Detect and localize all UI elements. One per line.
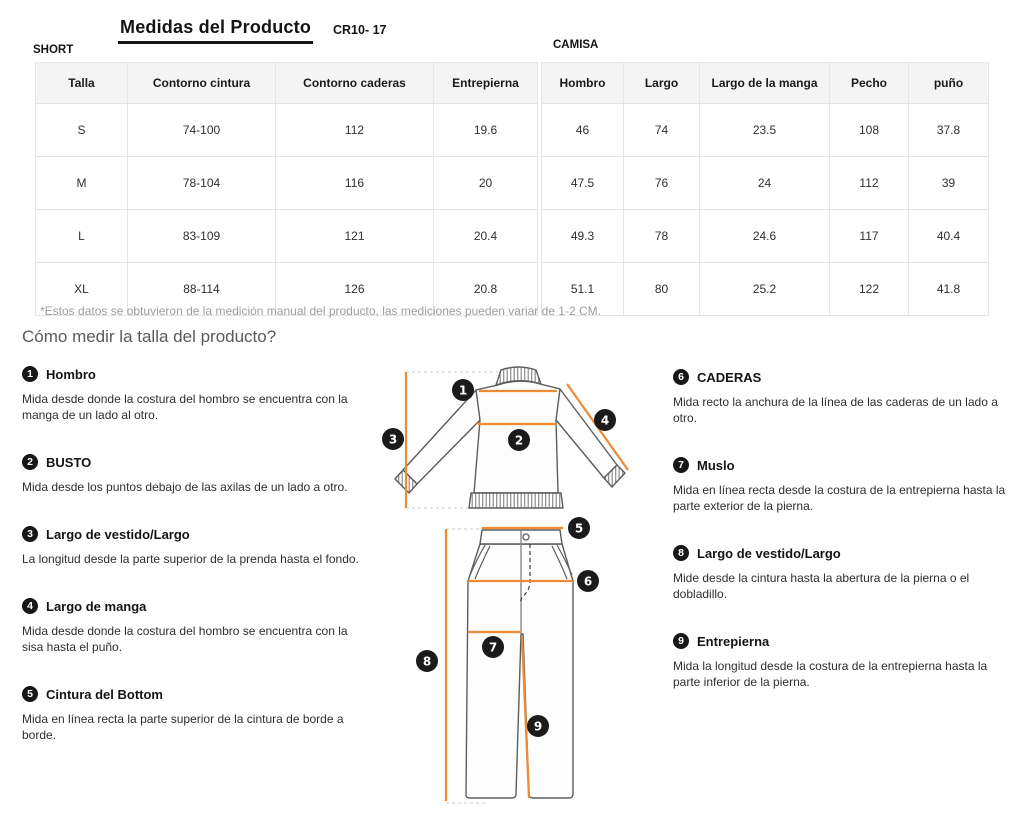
step-number-badge: 7: [673, 457, 689, 473]
column-header: Pecho: [830, 63, 909, 104]
instruction-item: [673, 633, 1015, 690]
instruction-title: BUSTO: [46, 454, 92, 470]
column-header: Entrepierna: [434, 63, 538, 104]
instruction-item: [22, 526, 370, 567]
cell: XL: [36, 263, 128, 316]
table-row: [542, 157, 989, 210]
svg-text:5: 5: [574, 521, 584, 536]
cell: 108: [830, 104, 909, 157]
instruction-description: Mida en línea recta la parte superior de la cintura de borde a borde.: [22, 712, 344, 742]
pants-button: [523, 534, 529, 540]
step-number-badge: 3: [22, 526, 38, 542]
product-code: CR10- 17: [333, 23, 387, 37]
column-header: Contorno caderas: [276, 63, 434, 104]
cell: M: [36, 157, 128, 210]
instruction-description: Mida recto la anchura de la línea de las caderas de un lado a otro.: [673, 395, 998, 425]
cell: 88-114: [128, 263, 276, 316]
table-row: [36, 104, 538, 157]
step-number-badge: 2: [22, 454, 38, 470]
instruction-title: Hombro: [46, 366, 96, 382]
instruction-title: Entrepierna: [697, 633, 770, 649]
svg-text:1: 1: [458, 383, 468, 398]
instruction-title: Muslo: [697, 457, 735, 473]
cell: 24: [700, 157, 830, 210]
instruction-item: [22, 366, 370, 423]
cell: S: [36, 104, 128, 157]
cell: 112: [276, 104, 434, 157]
short-size-table: [35, 62, 538, 316]
cell: 40.4: [909, 210, 989, 263]
cell: 80: [624, 263, 700, 316]
cell: 74: [624, 104, 700, 157]
cell: 20.8: [434, 263, 538, 316]
instruction-item: [22, 686, 370, 743]
marker-2: [508, 429, 530, 451]
measurement-disclaimer: *Estos datos se obtuvieron de la medición manual del producto, las mediciones pueden variar de 1-2 CM.: [40, 304, 601, 318]
cell: 47.5: [542, 157, 624, 210]
svg-text:8: 8: [422, 654, 432, 669]
column-header: Largo: [624, 63, 700, 104]
column-header: Contorno cintura: [128, 63, 276, 104]
instruction-item: [22, 454, 370, 495]
step-number-badge: 5: [22, 686, 38, 702]
instruction-title: CADERAS: [697, 369, 762, 385]
cell: 46: [542, 104, 624, 157]
camisa-table-label: CAMISA: [553, 39, 599, 51]
marker-3: [382, 428, 404, 450]
svg-text:9: 9: [533, 719, 543, 734]
step-number-badge: 4: [22, 598, 38, 614]
cell: 20.4: [434, 210, 538, 263]
instruction-item: [673, 545, 1015, 602]
cell: 122: [830, 263, 909, 316]
column-header: puño: [909, 63, 989, 104]
svg-text:7: 7: [488, 640, 498, 655]
cell: L: [36, 210, 128, 263]
instruction-title: Largo de vestido/Largo: [46, 526, 190, 542]
instruction-description: Mida desde donde la costura del hombro se encuentra con la sisa hasta el puño.: [22, 624, 348, 654]
cell: 74-100: [128, 104, 276, 157]
column-header: Talla: [36, 63, 128, 104]
cell: 20: [434, 157, 538, 210]
page-title: Medidas del Producto: [118, 17, 313, 44]
cell: 51.1: [542, 263, 624, 316]
table-row: [36, 157, 538, 210]
instruction-description: Mide desde la cintura hasta la abertura de la pierna o el dobladillo.: [673, 571, 970, 601]
svg-text:3: 3: [388, 432, 398, 447]
svg-text:6: 6: [583, 574, 593, 589]
instruction-title: Largo de vestido/Largo: [697, 545, 841, 561]
step-number-badge: 9: [673, 633, 689, 649]
cell: 19.6: [434, 104, 538, 157]
instruction-title: Largo de manga: [46, 598, 147, 614]
marker-9: [527, 715, 549, 737]
marker-7: [482, 636, 504, 658]
short-table-label: SHORT: [33, 44, 74, 56]
cell: 126: [276, 263, 434, 316]
camisa-size-table: [541, 62, 989, 316]
table-row: [36, 210, 538, 263]
table-row: [542, 104, 989, 157]
column-header: Largo de la manga: [700, 63, 830, 104]
instructions-left-column: [22, 366, 370, 774]
cell: 121: [276, 210, 434, 263]
svg-text:2: 2: [514, 433, 524, 448]
instruction-item: [673, 369, 1015, 426]
table-header-row: [542, 63, 989, 104]
instruction-description: Mida en línea recta desde la costura de la entrepierna hasta la parte exterior de la pierna.: [673, 483, 1006, 513]
marker-1: [452, 379, 474, 401]
cell: 23.5: [700, 104, 830, 157]
cell: 24.6: [700, 210, 830, 263]
cell: 117: [830, 210, 909, 263]
instruction-item: [22, 598, 370, 655]
marker-6: [577, 570, 599, 592]
step-number-badge: 1: [22, 366, 38, 382]
instructions-right-column: [673, 369, 1015, 721]
table-row: [542, 263, 989, 316]
column-header: Hombro: [542, 63, 624, 104]
step-number-badge: 6: [673, 369, 689, 385]
how-to-measure-heading: Cómo medir la talla del producto?: [22, 327, 277, 346]
cell: 37.8: [909, 104, 989, 157]
instruction-title: Cintura del Bottom: [46, 686, 163, 702]
pants-diagram: [402, 511, 660, 809]
cell: 39: [909, 157, 989, 210]
table-header-row: [36, 63, 538, 104]
cell: 83-109: [128, 210, 276, 263]
svg-text:4: 4: [600, 413, 610, 428]
instruction-item: [673, 457, 1015, 514]
marker-5: [568, 517, 590, 539]
cell: 116: [276, 157, 434, 210]
instruction-description: Mida desde donde la costura del hombro se encuentra con la manga de un lado al otro.: [22, 392, 348, 422]
table-row: [542, 210, 989, 263]
marker-4: [594, 409, 616, 431]
step-number-badge: 8: [673, 545, 689, 561]
cell: 41.8: [909, 263, 989, 316]
cell: 78-104: [128, 157, 276, 210]
instruction-description: Mida la longitud desde la costura de la entrepierna hasta la parte inferior de la pierna.: [673, 659, 988, 689]
sweater-diagram: [380, 362, 662, 520]
instruction-description: Mida desde los puntos debajo de las axilas de un lado a otro.: [22, 480, 348, 494]
cell: 25.2: [700, 263, 830, 316]
instruction-description: La longitud desde la parte superior de la prenda hasta el fondo.: [22, 552, 359, 566]
cell: 112: [830, 157, 909, 210]
cell: 49.3: [542, 210, 624, 263]
marker-8: [416, 650, 438, 672]
cell: 78: [624, 210, 700, 263]
sweater-hem: [469, 493, 563, 508]
cell: 76: [624, 157, 700, 210]
